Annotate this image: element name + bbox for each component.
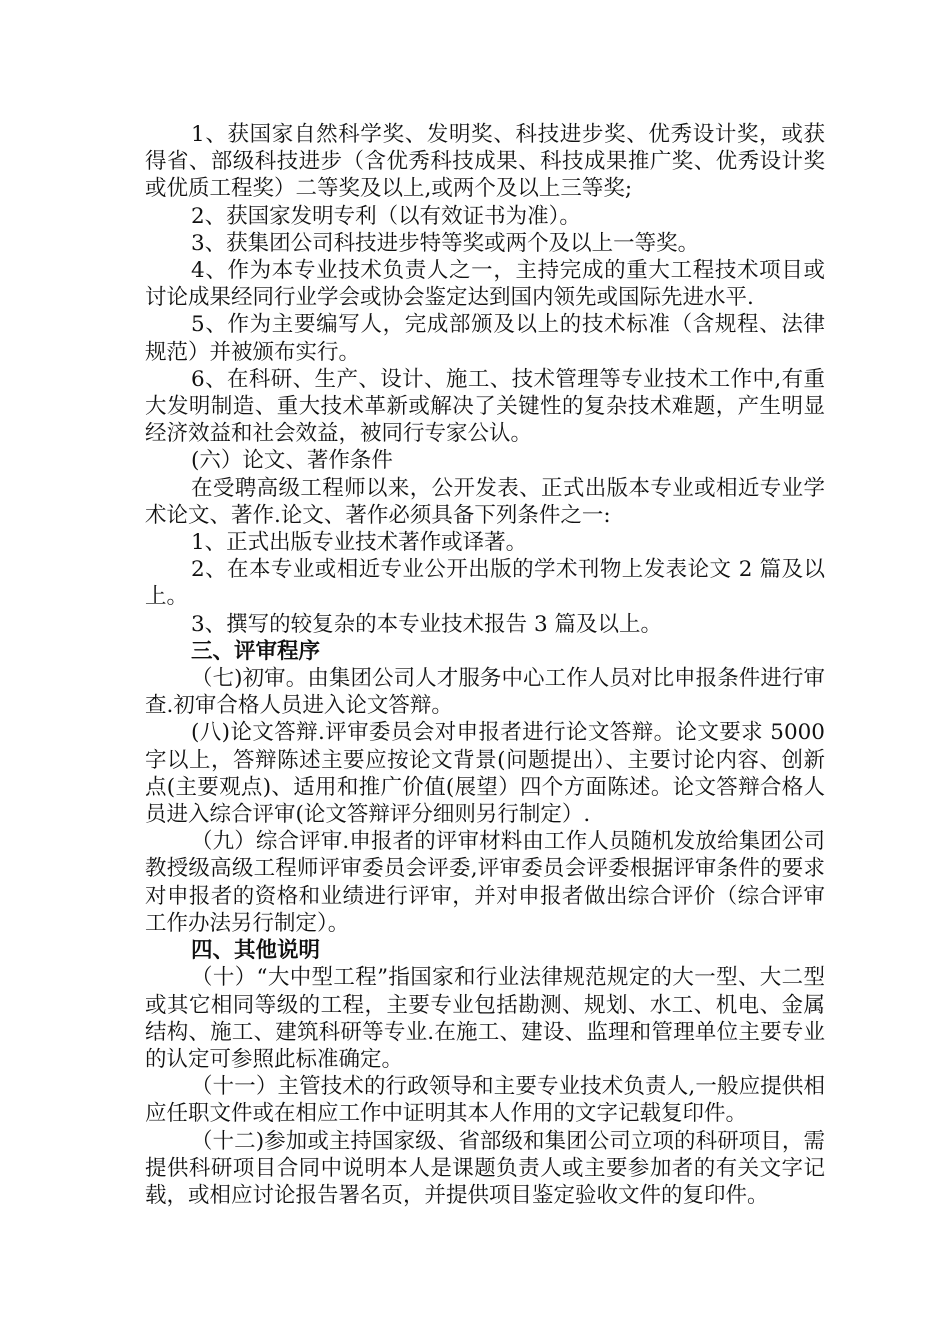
paragraph-papers-intro: 在受聘高级工程师以来，公开发表、正式出版本专业或相近专业学术论文、著作.论文、著作必须具备下列条件之一: <box>145 475 825 528</box>
section-heading-other-notes: 四、其他说明 <box>191 938 321 964</box>
paragraph-comprehensive-review: （九）综合评审.申报者的评审材料由工作人员随机发放给集团公司教授级高级工程师评审委员会评委,评审委员会评委根据评审条件的要求对申报者的资格和业绩进行评审，并对申报者做出综合评价（综合评审工作办法另行制定）。 <box>145 829 825 936</box>
paragraph-papers-1: 1、正式出版专业技术著作或译著。 <box>191 530 528 556</box>
paragraph-technical-leaders: （十一）主管技术的行政领导和主要专业技术负责人,一般应提供相应任职文件或在相应工作中证明其本人作用的文字记载复印件。 <box>145 1074 825 1127</box>
paragraph-initial-review: （七)初审。由集团公司人才服务中心工作人员对比申报条件进行审查.初审合格人员进入论文答辩。 <box>145 666 825 719</box>
paragraph-award-6: 6、在科研、生产、设计、施工、技术管理等专业技术工作中,有重大发明制造、重大技术革新或解决了关键性的复杂技术难题，产生明显经济效益和社会效益，被同行专家公认。 <box>145 366 825 447</box>
paragraph-papers-3: 3、撰写的较复杂的本专业技术报告 3 篇及以上。 <box>191 611 663 637</box>
document-body <box>145 121 825 1209</box>
paragraph-papers-2: 2、在本专业或相近专业公开出版的学术刊物上发表论文 2 篇及以上。 <box>145 557 825 610</box>
paragraph-research-projects: （十二)参加或主持国家级、省部级和集团公司立项的科研项目，需提供科研项目合同中说明本人是课题负责人或主要参加者的有关文字记载，或相应讨论报告署名页，并提供项目鉴定验收文件的复印件。 <box>145 1128 825 1208</box>
paragraph-thesis-defense: (八)论文答辩.评审委员会对申报者进行论文答辩。论文要求 5000 字以上，答辩陈述主要应按论文背景(问题提出）、主要讨论内容、创新点(主要观点)、适用和推广价值(展望）四个方面陈述。论文答辩合格人员进入综合评审(论文答辩评分细则另行制定）. <box>145 720 825 828</box>
paragraph-award-2: 2、获国家发明专利（以有效证书为准）。 <box>191 203 581 229</box>
subheading-papers: (六）论文、著作条件 <box>191 448 393 474</box>
paragraph-award-3: 3、获集团公司科技进步特等奖或两个及以上一等奖。 <box>191 230 700 256</box>
section-heading-review-procedure: 三、评审程序 <box>191 638 321 664</box>
paragraph-large-medium-projects: （十）“大中型工程”指国家和行业法律规范规定的大一型、大二型或其它相同等级的工程，主要专业包括勘测、规划、水工、机电、金属结构、施工、建筑科研等专业.在施工、建设、监理和管理单位主要专业的认定可参照此标准确定。 <box>145 965 825 1072</box>
paragraph-award-5: 5、作为主要编写人，完成部颁及以上的技术标准（含规程、法律规范）并被颁布实行。 <box>145 312 825 365</box>
paragraph-award-4: 4、作为本专业技术负责人之一，主持完成的重大工程技术项目或讨论成果经同行业学会或协会鉴定达到国内领先或国际先进水平. <box>145 258 825 311</box>
paragraph-award-1: 1、获国家自然科学奖、发明奖、科技进步奖、优秀设计奖，或获得省、部级科技进步（含优秀科技成果、科技成果推广奖、优秀设计奖或优质工程奖）二等奖及以上,或两个及以上三等奖; <box>145 122 825 202</box>
